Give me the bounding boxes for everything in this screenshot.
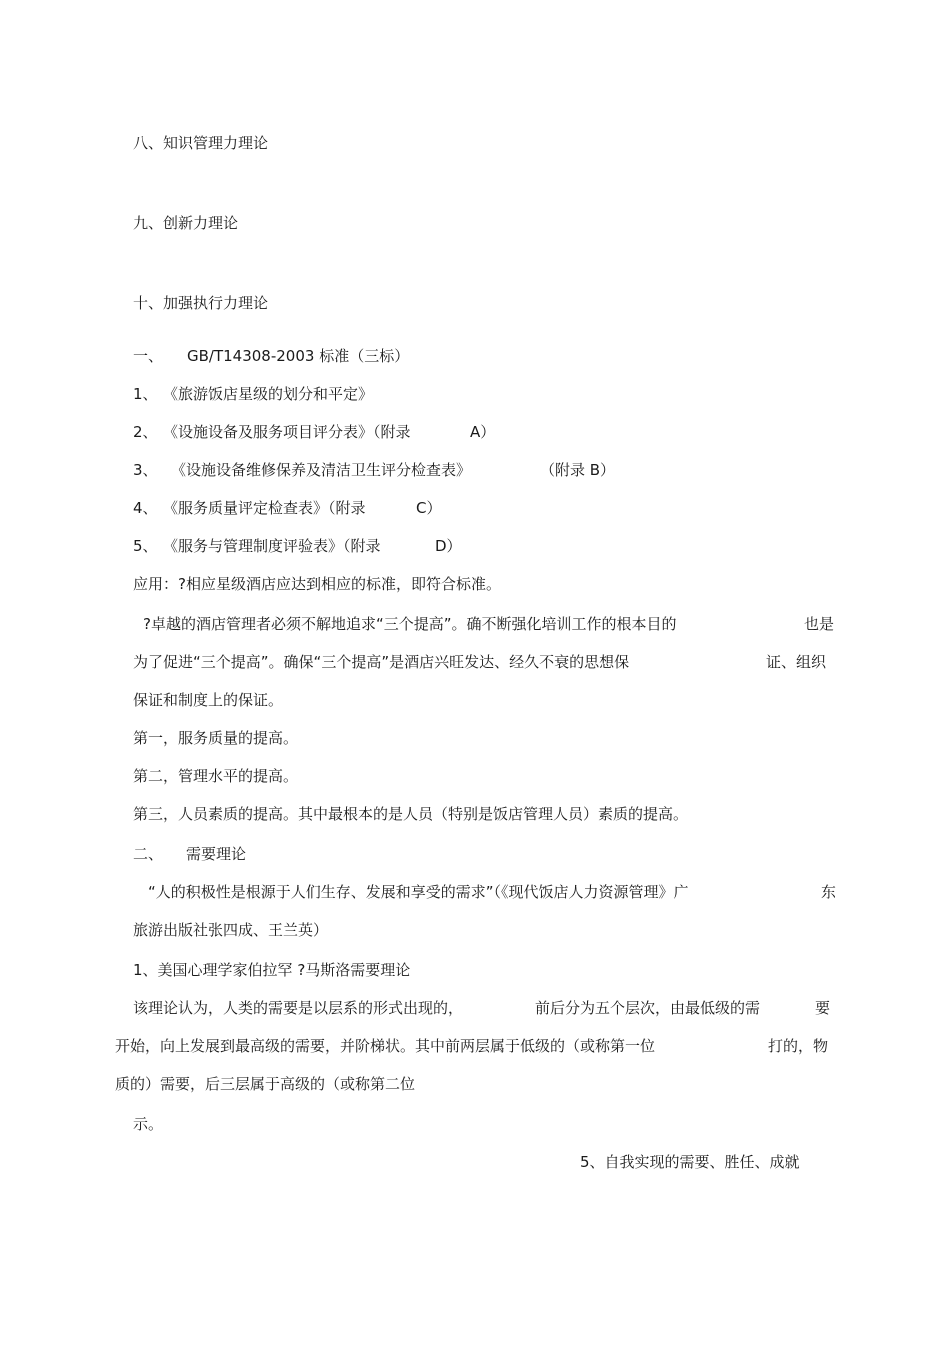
heading-eight: 八、知识管理力理论 [133, 134, 269, 152]
heading-ten: 十、加强执行力理论 [133, 294, 269, 312]
paragraph-text: ?卓越的酒店管理者必须不解地追求“三个提高”。确不断强化培训工作的根本目的 [143, 615, 677, 633]
point-first: 第一，服务质量的提高。 [133, 729, 299, 747]
point-second: 第二，管理水平的提高。 [133, 767, 299, 785]
paragraph-line: 保证和制度上的保证。 [133, 691, 284, 709]
list-item-text: 《旅游饭店星级的划分和平定》 [163, 385, 374, 403]
list-item-text: 《设施设备维修保养及清洁卫生评分检查表》 [171, 461, 472, 479]
standard-title: GB/T14308-2003 标准（三标） [187, 347, 410, 365]
list-item-number: 3、 [133, 461, 158, 479]
paragraph-text: 也是 [804, 615, 835, 633]
theory-line: 示。 [133, 1115, 164, 1133]
quote-line: 旅游出版社张四成、王兰英） [133, 921, 329, 939]
list-item-text: 《设施设备及服务项目评分表》（附录 [163, 423, 411, 441]
list-item-number: 4、 [133, 499, 158, 517]
theory-text: 打的，物 [768, 1037, 829, 1055]
quote-text: “人的积极性是根源于人们生存、发展和享受的需求”（《现代饭店人力资源管理》广 [148, 883, 689, 901]
theory-text: 要 [815, 999, 831, 1017]
theory-line: 质的）需要，后三层属于高级的（或称第二位 [115, 1075, 416, 1093]
quote-text: 东 [821, 883, 837, 901]
heading-nine: 九、创新力理论 [133, 214, 239, 232]
list-item-number: 1、 [133, 385, 158, 403]
paragraph-text: 为了促进“三个提高”。确保“三个提高”是酒店兴旺发达、经久不衰的思想保 [133, 653, 630, 671]
section-number: 二、 [133, 845, 164, 863]
theory-text: 该理论认为，人类的需要是以层系的形式出现的， [133, 999, 464, 1017]
list-item-text: 《服务与管理制度评验表》（附录 [163, 537, 381, 555]
list-item-appendix: D） [435, 537, 462, 555]
list-item-appendix: C） [416, 499, 442, 517]
list-item-number: 5、 [133, 537, 158, 555]
point-third: 第三，人员素质的提高。其中最根本的是人员（特别是饭店管理人员）素质的提高。 [133, 805, 689, 823]
maslow-heading: 1、美国心理学家伯拉罕 ?马斯洛需要理论 [133, 961, 411, 979]
list-item-appendix: （附录 B） [540, 461, 616, 479]
need-level-five: 5、自我实现的需要、胜任、成就 [580, 1153, 800, 1171]
application-text: 应用：?相应星级酒店应达到相应的标准，即符合标准。 [133, 575, 501, 593]
list-item-appendix: A） [470, 423, 496, 441]
theory-text: 前后分为五个层次，由最低级的需 [535, 999, 761, 1017]
paragraph-text: 证、组织 [766, 653, 827, 671]
theory-text: 开始，向上发展到最高级的需要，并阶梯状。其中前两层属于低级的（或称第一位 [115, 1037, 656, 1055]
standard-number: 一、 [133, 347, 164, 365]
list-item-text: 《服务质量评定检查表》（附录 [163, 499, 366, 517]
section-title: 需要理论 [186, 845, 247, 863]
list-item-number: 2、 [133, 423, 158, 441]
